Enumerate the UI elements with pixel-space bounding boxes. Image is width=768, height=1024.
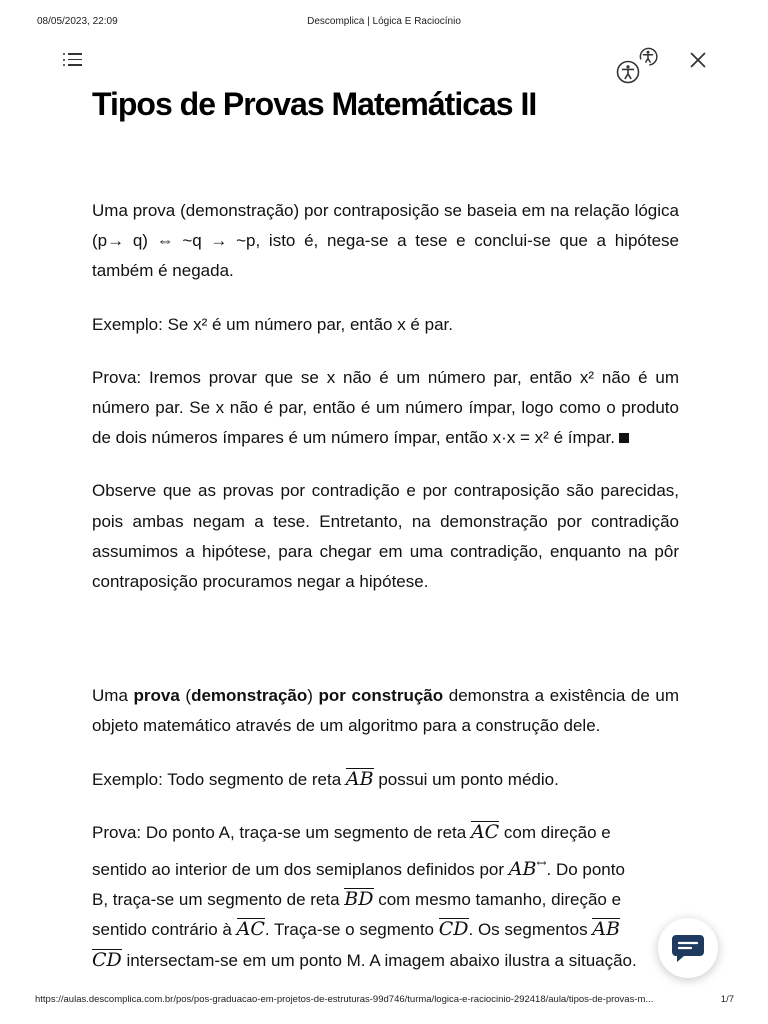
paragraph-proof-1 xyxy=(92,363,679,454)
print-header xyxy=(0,16,768,32)
chat-bubble-icon xyxy=(671,932,705,964)
text-fragment: Exemplo: Todo segmento de reta xyxy=(92,769,346,789)
accessibility-controls xyxy=(612,46,660,86)
lesson-content xyxy=(92,196,679,976)
text-fragment: intersectam-se em um ponto M. A imagem abaixo ilustra a situação. xyxy=(121,950,637,970)
close-button[interactable] xyxy=(688,50,708,70)
print-url: https://aulas.descomplica.com.br/pos/pos-graduacao-em-projetos-de-estruturas-99d746/turma/logica-e-raciocinio-292418/aula/tipos-de-provas-m... xyxy=(35,994,654,1005)
print-footer xyxy=(0,994,768,1010)
bold-term: demonstração xyxy=(191,686,308,706)
text-fragment: sentido ao interior de um dos semiplanos definidos por xyxy=(92,860,509,880)
text-fragment: . Os segmentos xyxy=(468,920,593,940)
segment-symbol: AB xyxy=(345,767,374,790)
paragraph-example-2 xyxy=(92,765,679,795)
paragraph-example-1: Exemplo: Se x² é um número par, então x é par. xyxy=(92,314,453,334)
line-symbol xyxy=(509,858,547,880)
bold-term: por construção xyxy=(318,686,444,706)
text-fragment: ( xyxy=(179,686,192,706)
close-icon xyxy=(688,50,708,70)
text-fragment: Prova: Do ponto A, traça-se um segmento de reta xyxy=(92,822,471,842)
text-fragment: ) xyxy=(307,686,319,706)
text-fragment: B, traça-se um segmento de reta xyxy=(92,890,345,910)
text-fragment: com mesmo tamanho, direção e xyxy=(373,890,622,910)
print-page-counter: 1/7 xyxy=(720,994,734,1005)
qed-symbol xyxy=(619,433,629,443)
segment-symbol: AC xyxy=(236,918,265,941)
line-symbol-label: AB xyxy=(508,858,537,881)
segment-symbol: AC xyxy=(470,820,500,843)
text-fragment: com direção e xyxy=(499,822,611,842)
list-menu-icon[interactable] xyxy=(63,52,82,68)
accessibility-icon[interactable] xyxy=(637,46,659,68)
segment-symbol: CD xyxy=(438,918,469,941)
print-datetime: 08/05/2023, 22:09 xyxy=(37,16,118,27)
segment-symbol: CD xyxy=(92,948,122,971)
segment-symbol: BD xyxy=(344,888,374,911)
paragraph-observation: Observe que as provas por contradição e por contraposição são parecidas, pois ambas negam a tese. Entretanto, na demonstração por contradição assumimos a hipótese, para chegar em uma contradição, enquanto na pôr contraposição procuramos negar a hipótese. xyxy=(92,481,679,592)
paragraph-contraposition: Uma prova (demonstração) por contraposição se baseia em na relação lógica (p→ q) ⇔ ~q → ~p, isto é, nega-se a tese e conclui-se que a hipótese também é negada. xyxy=(92,201,679,281)
segment-symbol: AB xyxy=(592,918,620,941)
bold-term: prova xyxy=(133,686,180,706)
paragraph-proof-2 xyxy=(92,818,679,976)
text-fragment: demonstra a existência de um objeto matemático através de um algoritmo para a construção dele. xyxy=(92,686,680,736)
print-document-title: Descomplica | Lógica E Raciocínio xyxy=(307,16,461,27)
text-fragment: . Do ponto xyxy=(546,860,625,880)
proof-1-text: Prova: Iremos provar que se x não é um número par, então x² não é um número par. Se x não é par, então é um número ímpar, logo como o produto de dois números ímpares é um número ímpar, então x·x = x² é ímpar. xyxy=(92,367,679,448)
chat-button[interactable] xyxy=(658,918,718,978)
text-fragment: Uma xyxy=(92,686,134,706)
text-fragment: sentido contrário à xyxy=(92,920,237,940)
line-arrow-superscript: ↔ xyxy=(536,856,547,871)
paragraph-construction xyxy=(92,681,679,741)
text-fragment: possui um ponto médio. xyxy=(373,769,559,789)
text-fragment: . Traça-se o segmento xyxy=(264,920,439,940)
page-title: Tipos de Provas Matemáticas II xyxy=(92,86,537,122)
